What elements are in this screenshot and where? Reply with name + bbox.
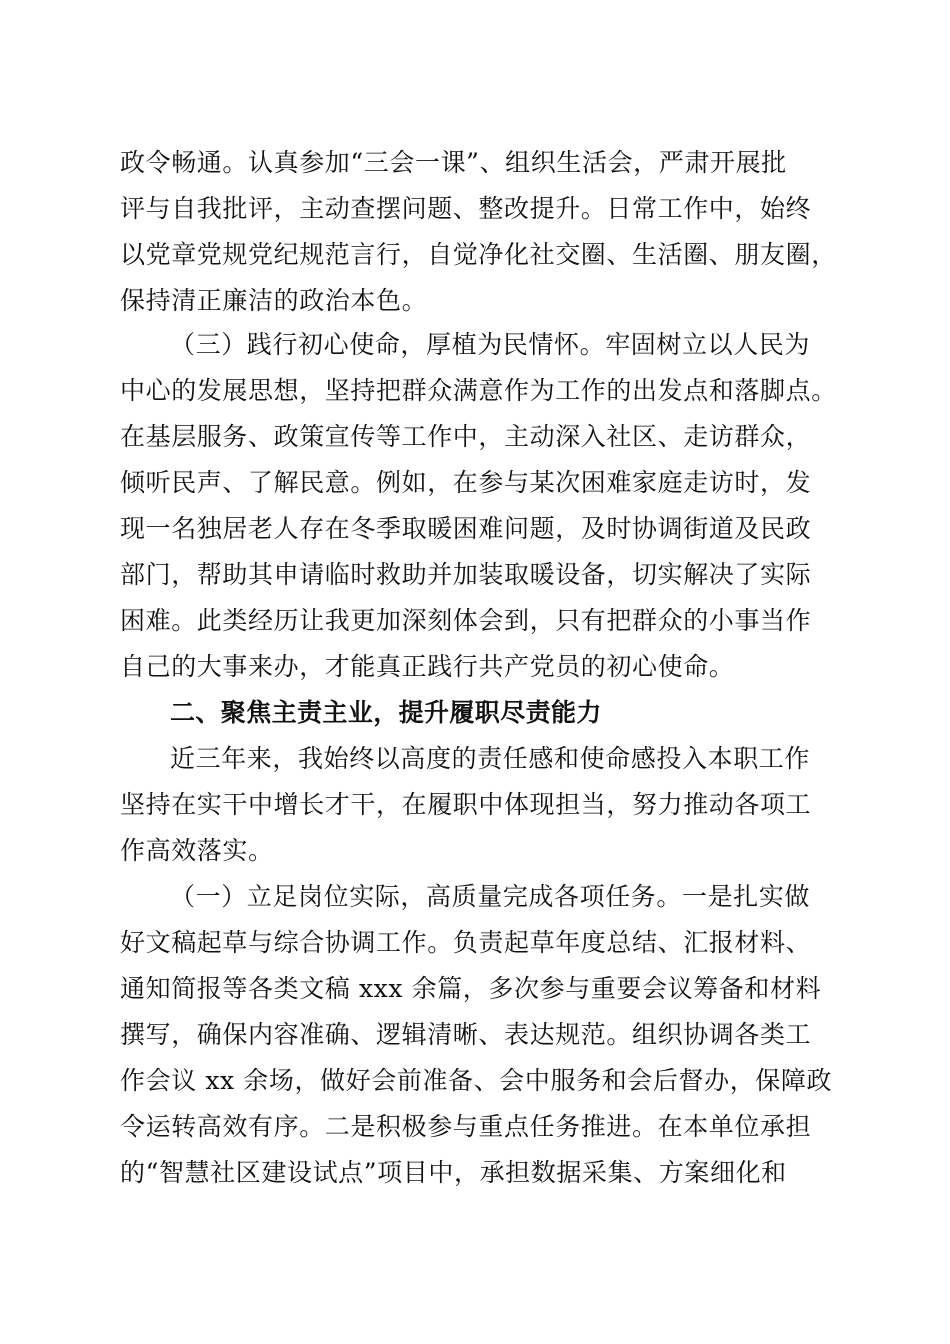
text-line: 作会议 xx 余场，做好会前准备、会中服务和会后督办，保障政 [120, 1066, 833, 1095]
text-line: 通知简报等各类文稿 xxx 余篇，多次参与重要会议筹备和材料 [120, 974, 822, 1003]
text-line: 政令畅通。认真参加“三会一课”、组织生活会，严肃开展批 [120, 148, 787, 177]
subsection-heading-line: （三）践行初心使命，厚植为民情怀。牢固树立以人民为 [170, 330, 811, 359]
text-line: 现一名独居老人存在冬季取暖困难问题，及时协调街道及民政 [120, 514, 812, 543]
text-line: 令运转高效有序。二是积极参与重点任务推进。在本单位承担 [120, 1112, 812, 1141]
text-line: 困难。此类经历让我更加深刻体会到，只有把群众的小事当作 [120, 606, 812, 635]
text-line: 评与自我批评，主动查摆问题、整改提升。日常工作中，始终 [120, 194, 812, 223]
subsection-heading-line: （一）立足岗位实际，高质量完成各项任务。一是扎实做 [170, 882, 811, 911]
text-line: 以党章党规党纪规范言行，自觉净化社交圈、生活圈、朋友圈， [120, 240, 837, 269]
paragraph-first-line: 近三年来，我始终以高度的责任感和使命感投入本职工作 [170, 744, 811, 773]
text-line: 的“智慧社区建设试点”项目中，承担数据采集、方案细化和 [120, 1158, 787, 1187]
text-line: 自己的大事来办，才能真正践行共产党员的初心使命。 [120, 652, 735, 681]
text-line: 倾听民声、了解民意。例如，在参与某次困难家庭走访时，发 [120, 468, 812, 497]
text-line: 中心的发展思想，坚持把群众满意作为工作的出发点和落脚点。 [120, 376, 837, 405]
text-line: 保持清正廉洁的政治本色。 [120, 286, 428, 315]
text-line: 坚持在实干中增长才干，在履职中体现担当，努力推动各项工 [120, 790, 812, 819]
text-line: 在基层服务、政策宣传等工作中，主动深入社区、走访群众， [120, 422, 812, 451]
text-line: 部门，帮助其申请临时救助并加装取暖设备，切实解决了实际 [120, 560, 812, 589]
text-line: 撰写，确保内容准确、逻辑清晰、表达规范。组织协调各类工 [120, 1020, 812, 1049]
text-line: 好文稿起草与综合协调工作。负责起草年度总结、汇报材料、 [120, 928, 812, 957]
section-heading: 二、聚焦主责主业，提升履职尽责能力 [170, 698, 602, 727]
text-line: 作高效落实。 [120, 836, 274, 865]
